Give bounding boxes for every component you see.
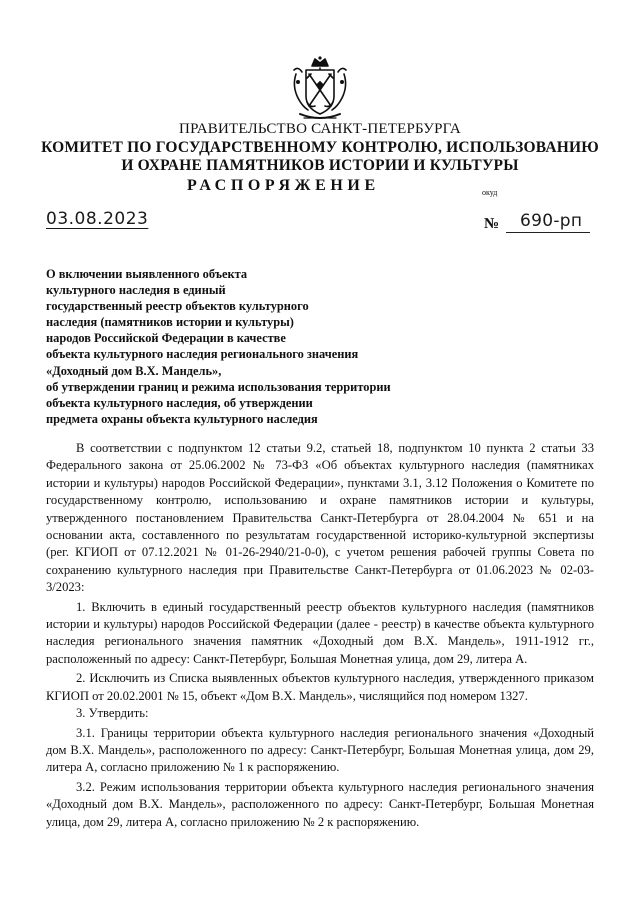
subject-line: предмета охраны объекта культурного наследия: [46, 411, 318, 426]
committee-line-2: И ОХРАНЕ ПАМЯТНИКОВ ИСТОРИИ И КУЛЬТУРЫ: [121, 157, 519, 174]
subject-line: «Доходный дом В.Х. Мандель»,: [46, 363, 222, 378]
document-type-title: РАСПОРЯЖЕНИЕ: [187, 177, 380, 194]
number-underline: [506, 232, 590, 233]
committee-name: [0, 139, 640, 175]
document-date: 03.08.2023: [46, 209, 149, 229]
subject-line: объекта культурного наследия регионального значения: [46, 347, 359, 362]
clause-1: 1. Включить в единый государственный реестр объектов культурного наследия (памятников истории и культуры) народов Российской Федерации (далее - реестр) в качестве объекта культурного наследия регионального значения памятник «Доходный дом В.Х. Мандель», 1911-1912 гг., расположенный по адресу: Санкт-Петербург, Большая Монетная улица, дом 29, литера А.: [46, 599, 594, 666]
subject-line: наследия (памятников истории и культуры): [46, 315, 294, 330]
subject-line: государственный реестр объектов культурного: [46, 299, 309, 314]
subject-line: народов Российской Федерации в качестве: [46, 331, 286, 346]
committee-line-1: КОМИТЕТ ПО ГОСУДАРСТВЕННОМУ КОНТРОЛЮ, ИСПОЛЬЗОВАНИЮ: [41, 139, 599, 156]
number-sign: №: [484, 216, 500, 232]
clause-3-1: 3.1. Границы территории объекта культурного наследия регионального значения «Доходный дом В.Х. Мандель», расположенного по адресу: Санкт-Петербург, Большая Монетная улица, дом 29, литера А, согласно приложению № 1 к распоряжению.: [46, 725, 594, 775]
clause-2: 2. Исключить из Списка выявленных объектов культурного наследия, утвержденного приказом КГИОП от 20.02.2001 № 15, объект «Дом В.Х. Мандель», числящийся под номером 1327.: [46, 671, 594, 703]
clause-3-2: 3.2. Режим использования территории объекта культурного наследия регионального значения «Доходный дом В.Х. Мандель», расположенного по адресу: Санкт-Петербург, Большая Монетная улица, дом 29, литера А, согласно приложению № 2 к распоряжению.: [46, 779, 594, 829]
document-body: [46, 440, 594, 831]
subject-line: об утверждении границ и режима использования территории: [46, 379, 391, 394]
st-petersburg-coat-of-arms-icon: [288, 56, 352, 122]
preamble-paragraph: В соответствии с подпунктом 12 статьи 9.2, статьей 18, подпунктом 10 пункта 2 статьи 33 Федерального закона от 25.06.2002 № 73-ФЗ «Об объектах культурного наследия (памятниках истории и культуры) народов Российской Федерации», пунктами 3.1, 3.12 Положения о Комитете по государственному контролю, использованию и охране памятников истории и культуры, утвержденного постановлением Правительства Санкт-Петербурга от 28.04.2004 № 651 и на основании акта, составленного по результатам государственной историко-культурной экспертизы (рег. КГИОП от 07.12.2021 № 01-26-2940/21-0-0), с учетом решения рабочей группы Совета по сохранению культурного наследия при Правительстве Санкт-Петербурга от 01.06.2023 № 02-03-3/2023:: [46, 441, 594, 595]
okud-label: окуд: [482, 188, 498, 197]
subject-line: объекта культурного наследия, об утверждении: [46, 395, 313, 410]
document-subject: [46, 266, 446, 427]
document-number: 690-рп: [520, 211, 583, 231]
subject-line: О включении выявленного объекта: [46, 267, 248, 281]
subject-line: культурного наследия в единый: [46, 283, 226, 298]
government-name: ПРАВИТЕЛЬСТВО САНКТ-ПЕТЕРБУРГА: [179, 121, 461, 137]
clause-3: 3. Утвердить:: [76, 706, 149, 721]
